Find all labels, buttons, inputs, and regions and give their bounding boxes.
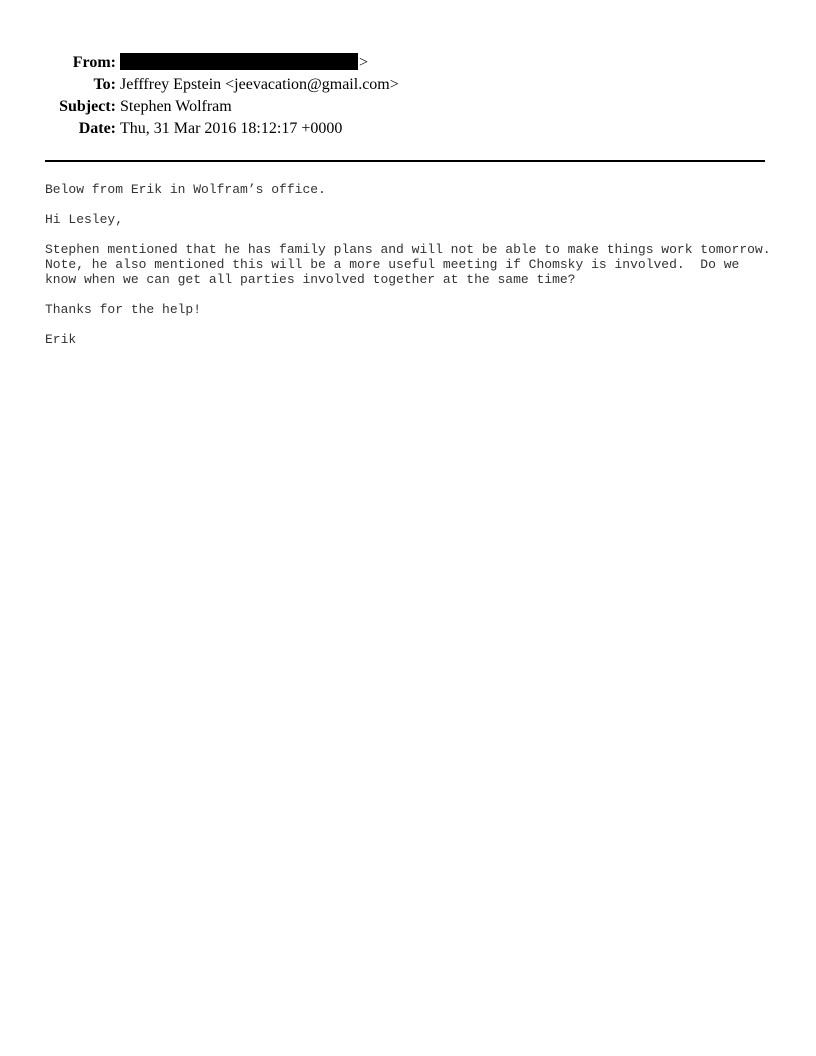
message-line-3: know when we can get all parties involved together at the same time? — [45, 272, 576, 287]
from-suffix: > — [359, 54, 369, 71]
date-value: Thu, 31 Mar 2016 18:12:17 +0000 — [120, 120, 343, 137]
subject-row — [0, 96, 816, 118]
to-value: Jefffrey Epstein <jeevacation@gmail.com> — [120, 76, 399, 93]
to-row — [0, 74, 816, 96]
message-paragraph — [45, 242, 805, 287]
header-divider — [45, 160, 765, 162]
subject-label: Subject: — [59, 98, 116, 115]
date-row — [0, 118, 816, 140]
email-body — [45, 182, 805, 362]
intro-line: Below from Erik in Wolfram’s office. — [45, 182, 326, 197]
to-label: To: — [93, 76, 116, 93]
date-label: Date: — [78, 120, 116, 137]
signature-line: Erik — [45, 332, 77, 347]
from-label: From: — [72, 54, 116, 71]
redaction-bar — [120, 53, 358, 70]
subject-value: Stephen Wolfram — [120, 98, 232, 115]
email-headers — [0, 52, 816, 140]
thanks-line: Thanks for the help! — [45, 302, 202, 317]
greeting-line: Hi Lesley, — [45, 212, 124, 227]
message-line-2: Note, he also mentioned this will be a more useful meeting if Chomsky is involved. Do we — [45, 257, 740, 272]
from-value — [120, 52, 368, 74]
message-line-1: Stephen mentioned that he has family plans and will not be able to make things work tomorrow. — [45, 242, 771, 257]
from-row — [0, 52, 816, 74]
